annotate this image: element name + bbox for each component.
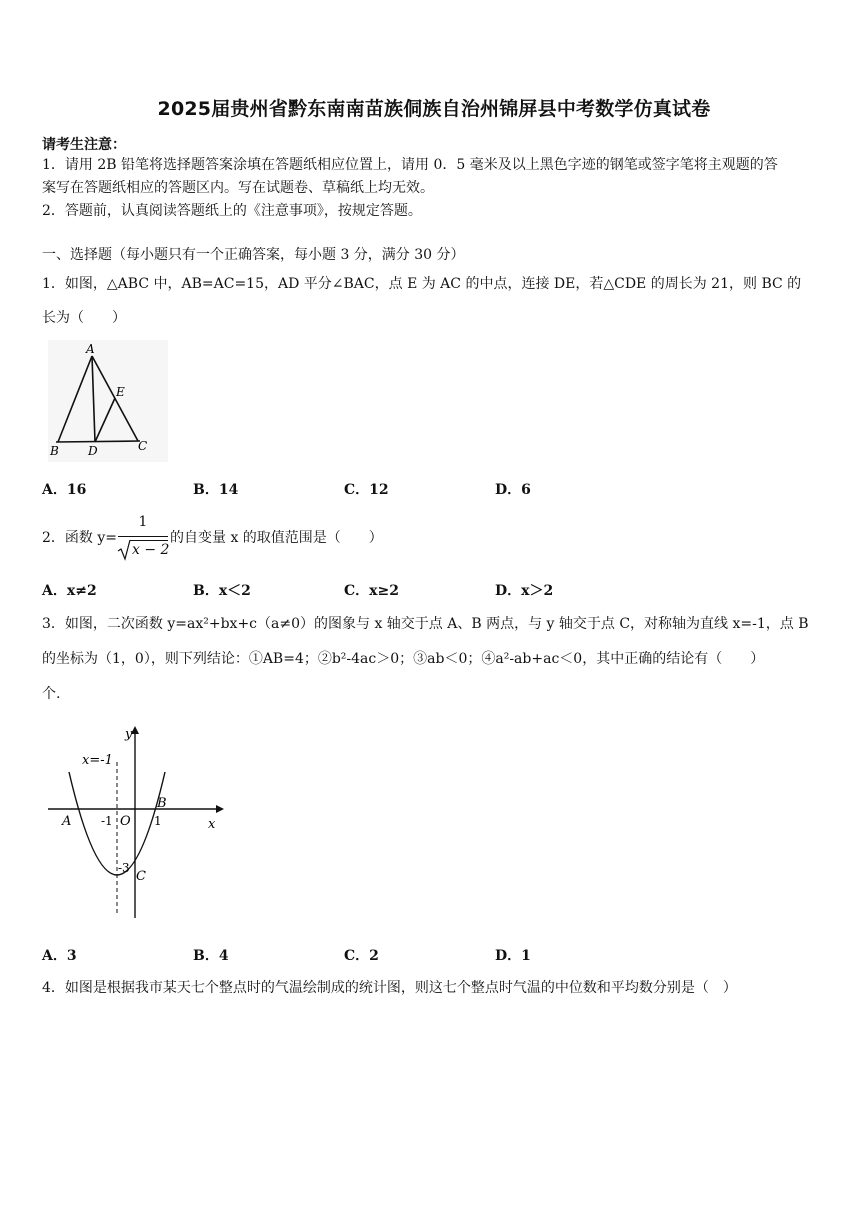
notice-line-1: 1．请用 2B 铅笔将选择题答案涂填在答题纸相应位置上，请用 0．5 毫米及以上黑色字迹的钢笔或签字笔将主观题的答 [42, 157, 778, 173]
q2-option-c: C．x≥2 [344, 583, 399, 599]
q1-option-a: A．16 [42, 482, 87, 498]
q2-option-b: B．x＜2 [193, 583, 251, 599]
q1-text-line-2: 长为（ ） [42, 310, 126, 326]
q1-label-e: E [116, 385, 125, 399]
q1-option-b: B．14 [193, 482, 239, 498]
q2-denominator: x − 2 [132, 542, 170, 558]
q1-option-c: C．12 [344, 482, 389, 498]
q3-label-axis: x=-1 [82, 753, 113, 768]
q3-label-c: C [136, 869, 146, 884]
q3-label-x: x [208, 817, 216, 832]
q3-label-y: y [125, 727, 133, 742]
q4-text-line-1: 4．如图是根据我市某天七个整点时的气温绘制成的统计图，则这七个整点时气温的中位数和平均数分别是（ ） [42, 980, 737, 996]
q3-label-one: 1 [154, 814, 162, 828]
sqrt-icon [117, 539, 131, 561]
q3-option-c: C．2 [344, 948, 379, 964]
q2-root-overline [130, 540, 168, 541]
page-title: 2025届贵州省黔东南南苗族侗族自治州锦屏县中考数学仿真试卷 [157, 98, 711, 120]
q3-label-a: A [62, 814, 72, 829]
q1-triangle-figure [48, 340, 168, 462]
q1-label-d: D [88, 444, 98, 458]
q3-label-neg1: -1 [101, 814, 113, 828]
q3-parabola-figure [46, 722, 226, 924]
q3-option-b: B．4 [193, 948, 229, 964]
q3-text-line-3: 个. [42, 686, 61, 702]
q1-label-c: C [138, 439, 148, 453]
notice-line-3: 2．答题前，认真阅读答题纸上的《注意事项》，按规定答题。 [42, 203, 422, 219]
q2-fraction-bar [118, 536, 168, 537]
q1-text-line-1: 1．如图，△ABC 中，AB=AC=15，AD 平分∠BAC，点 E 为 AC 的中点，连接 DE，若△CDE 的周长为 21，则 BC 的 [42, 276, 802, 292]
q2-numerator: 1 [138, 514, 148, 530]
section-heading: 一、选择题（每小题只有一个正确答案，每小题 3 分，满分 30 分） [42, 247, 465, 263]
q2-prefix: 2．函数 y= [42, 530, 117, 546]
notice-heading: 请考生注意： [42, 137, 126, 153]
q3-label-o: O [120, 814, 131, 829]
q3-text-line-2: 的坐标为（1，0），则下列结论：①AB=4；②b²-4ac＞0；③ab＜0；④a²-ab+ac＜0，其中正确的结论有（ ） [42, 651, 765, 667]
notice-line-2: 案写在答题纸相应的答题区内。写在试题卷、草稿纸上均无效。 [42, 180, 434, 196]
q1-label-b: B [50, 444, 59, 458]
q3-text-line-1: 3．如图，二次函数 y=ax²+bx+c（a≠0）的图象与 x 轴交于点 A、B 两点，与 y 轴交于点 C，对称轴为直线 x=-1，点 B [42, 616, 809, 632]
q3-option-a: A．3 [42, 948, 77, 964]
q1-option-d: D．6 [495, 482, 531, 498]
q2-option-d: D．x＞2 [495, 583, 554, 599]
q3-option-d: D．1 [495, 948, 531, 964]
q2-suffix: 的自变量 x 的取值范围是（ ） [170, 530, 383, 546]
q2-option-a: A．x≠2 [42, 583, 97, 599]
q3-label-neg3: -3 [118, 861, 130, 875]
q1-label-a: A [86, 342, 95, 356]
q3-label-b: B [157, 796, 167, 811]
